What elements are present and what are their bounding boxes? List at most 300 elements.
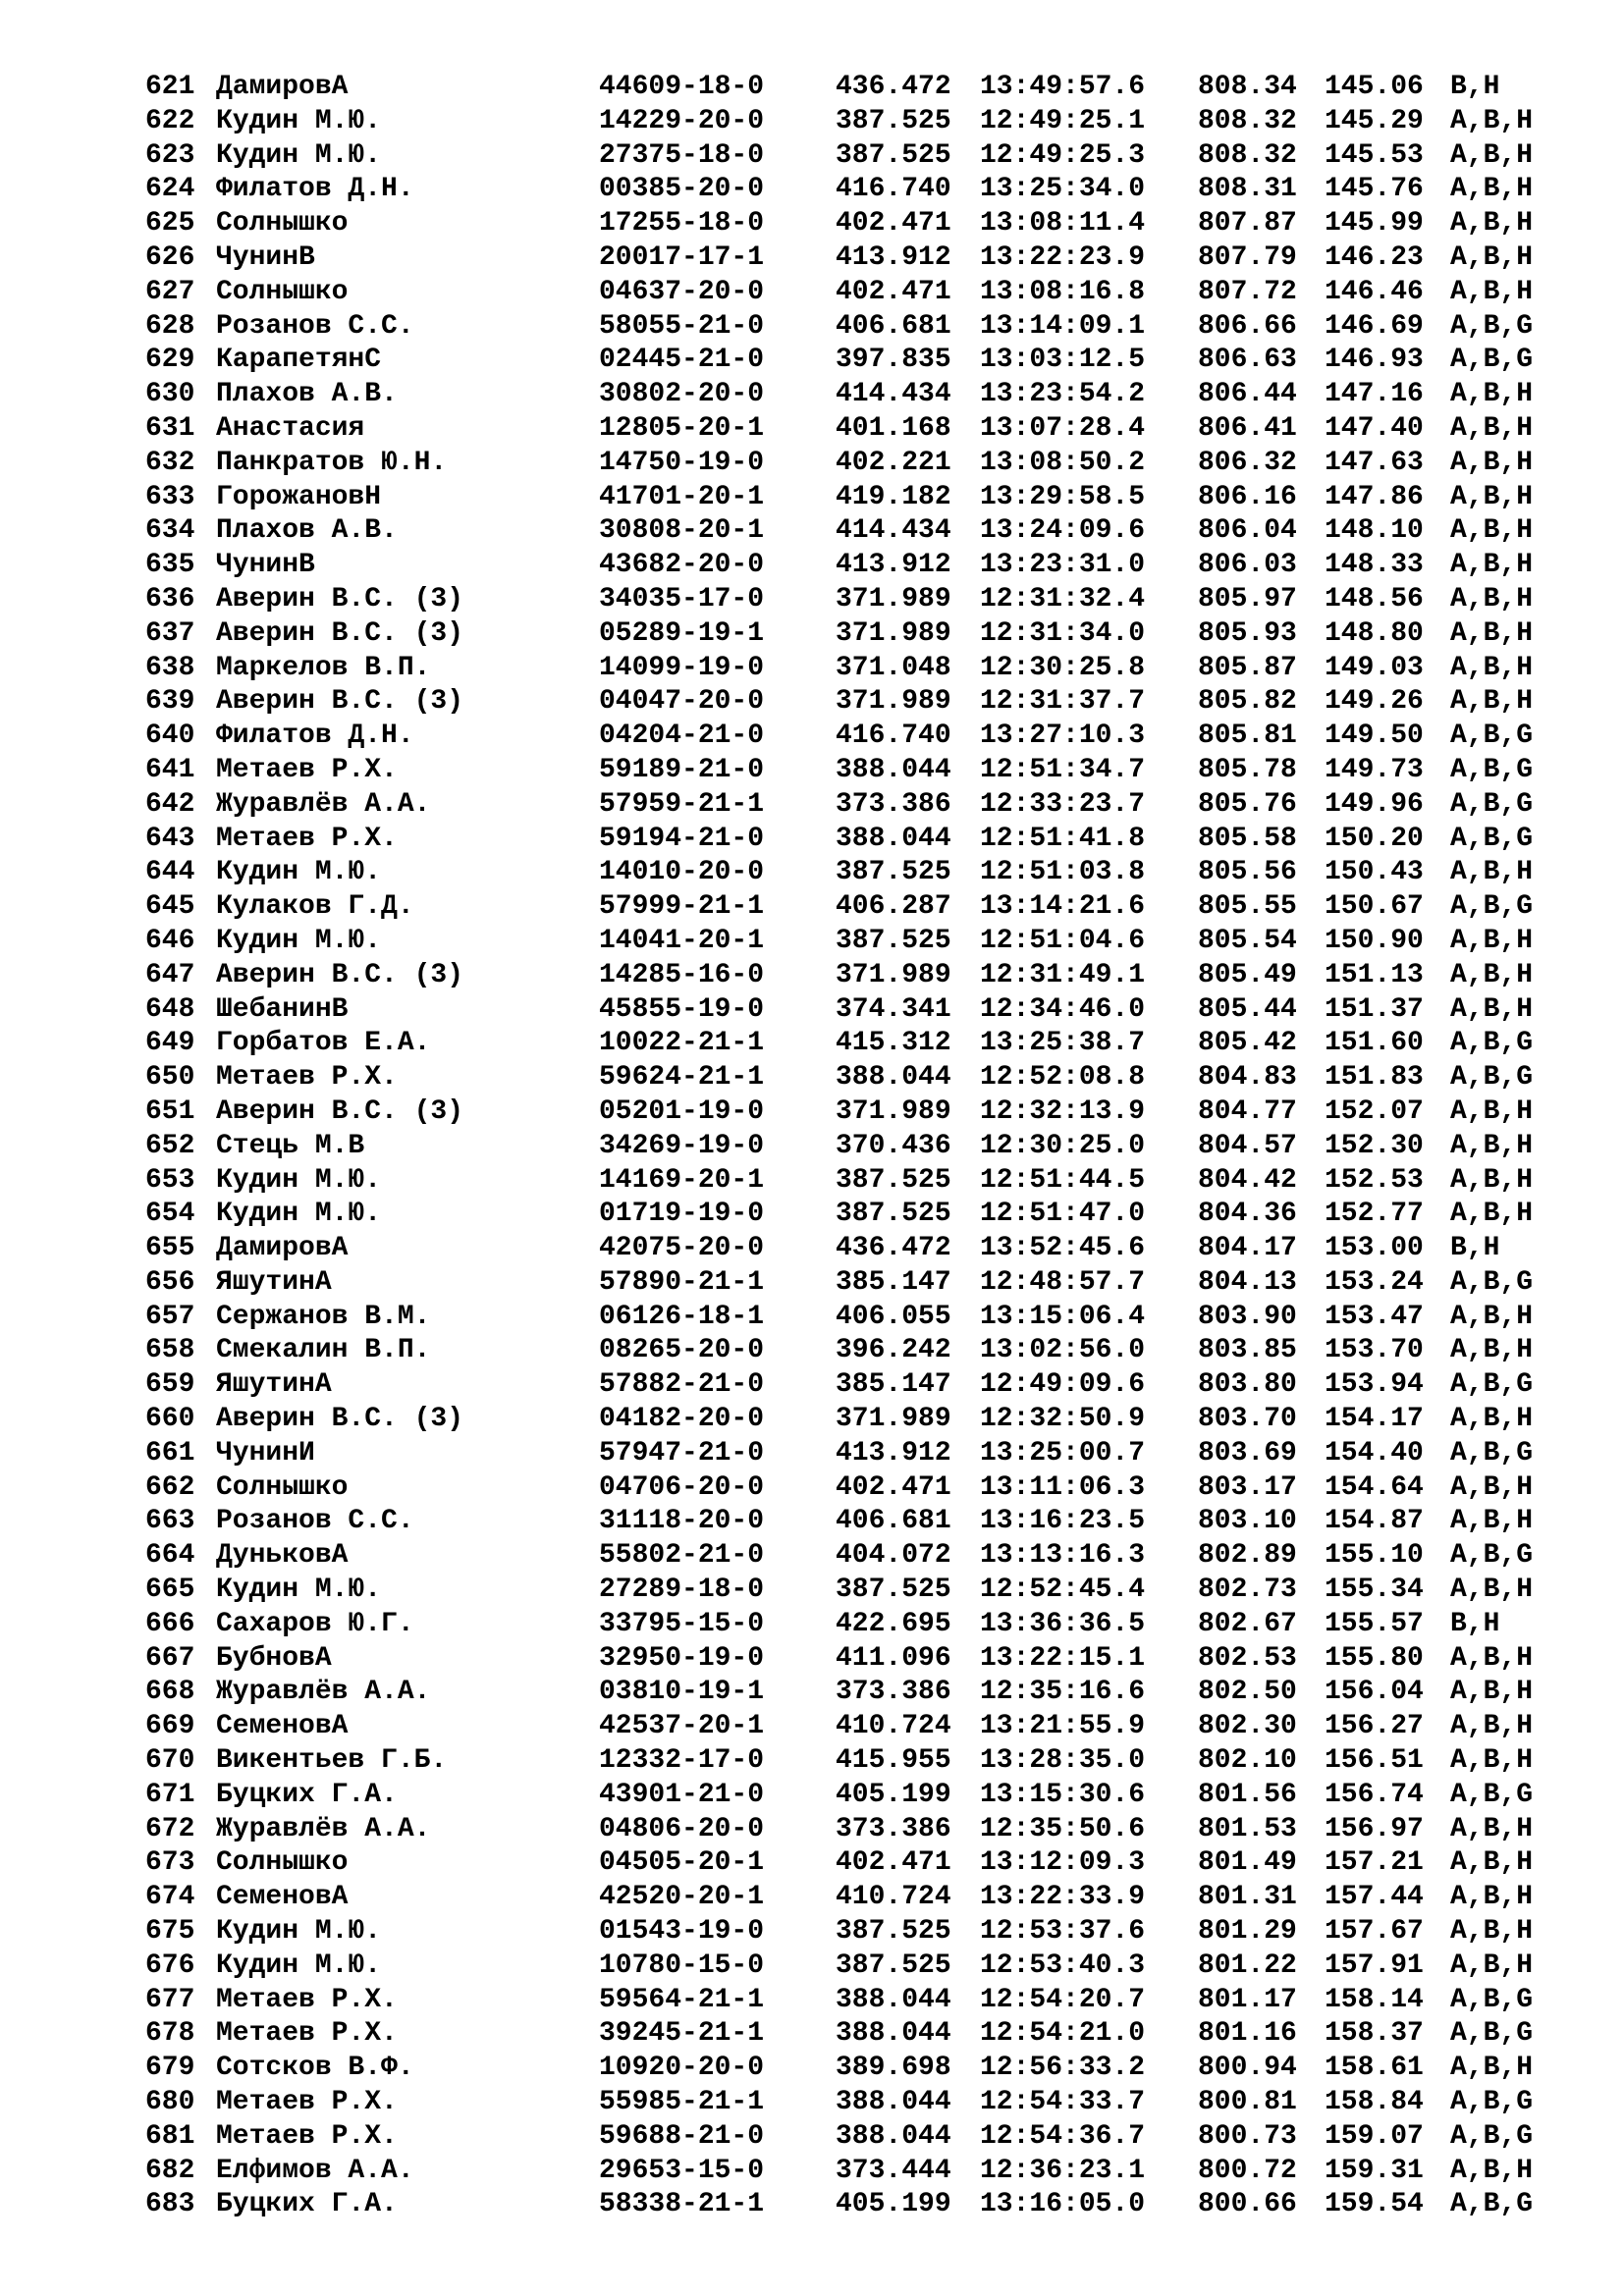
arrival-time: 13:02:56.0 [980, 1335, 1146, 1366]
fancier-name: Сотсков В.Ф. [216, 2053, 414, 2084]
ring-number: 04706-20-0 [599, 1471, 765, 1503]
result-row [0, 1710, 1624, 1744]
ring-number: 59688-21-0 [599, 2120, 765, 2152]
result-row [0, 1574, 1624, 1608]
distance-value: 405.199 [836, 2189, 951, 2220]
distance-value: 406.681 [836, 310, 951, 342]
speed-value: 800.66 [1198, 2189, 1297, 2220]
fancier-name: Аверин В.С. (3) [216, 959, 464, 990]
result-row [0, 207, 1624, 241]
distance-value: 422.695 [836, 1608, 951, 1639]
place-number: 674 [145, 1882, 195, 1913]
ring-number: 10780-15-0 [599, 1949, 765, 1981]
fancier-name: Метаев Р.Х. [216, 1984, 398, 2015]
distance-value: 396.242 [836, 1335, 951, 1366]
place-number: 627 [145, 276, 195, 307]
result-row [0, 1368, 1624, 1403]
ring-number: 44609-18-0 [599, 72, 765, 102]
place-number: 656 [145, 1266, 195, 1298]
speed-value: 804.83 [1198, 1062, 1297, 1094]
result-row [0, 549, 1624, 583]
result-row [0, 1915, 1624, 1949]
arrival-time: 13:22:23.9 [980, 241, 1146, 273]
coefficient-value: 158.61 [1325, 2053, 1424, 2084]
arrival-time: 12:35:16.6 [980, 1677, 1146, 1708]
fancier-name: Кудин М.Ю. [216, 1199, 382, 1230]
coefficient-value: 157.21 [1325, 1847, 1424, 1879]
distance-value: 388.044 [836, 2018, 951, 2050]
speed-value: 804.57 [1198, 1130, 1297, 1161]
coefficient-value: 154.17 [1325, 1404, 1424, 1435]
fancier-name: ДамировА [216, 72, 349, 102]
result-row [0, 412, 1624, 447]
distance-value: 387.525 [836, 857, 951, 888]
place-number: 677 [145, 1984, 195, 2015]
fancier-name: Метаев Р.Х. [216, 2087, 398, 2118]
result-row [0, 2155, 1624, 2189]
fancier-name: Кудин М.Ю. [216, 1916, 382, 1948]
coefficient-value: 147.86 [1325, 481, 1424, 512]
coefficient-value: 149.03 [1325, 652, 1424, 683]
coefficient-value: 154.64 [1325, 1471, 1424, 1503]
distance-value: 401.168 [836, 412, 951, 444]
distance-value: 413.912 [836, 550, 951, 581]
speed-value: 805.42 [1198, 1028, 1297, 1059]
class-codes: A,B,H [1450, 686, 1534, 718]
distance-value: 414.434 [836, 515, 951, 547]
class-codes: A,B,H [1450, 1095, 1534, 1127]
ring-number: 57959-21-1 [599, 788, 765, 820]
result-row [0, 583, 1624, 617]
distance-value: 419.182 [836, 481, 951, 512]
result-row [0, 1164, 1624, 1199]
arrival-time: 12:34:46.0 [980, 993, 1146, 1025]
speed-value: 808.34 [1198, 72, 1297, 102]
ring-number: 58055-21-0 [599, 310, 765, 342]
arrival-time: 12:33:23.7 [980, 788, 1146, 820]
distance-value: 415.955 [836, 1745, 951, 1777]
distance-value: 415.312 [836, 1028, 951, 1059]
arrival-time: 13:22:15.1 [980, 1642, 1146, 1674]
ring-number: 00385-20-0 [599, 174, 765, 205]
place-number: 673 [145, 1847, 195, 1879]
class-codes: A,B,H [1450, 174, 1534, 205]
class-codes: A,B,H [1450, 1813, 1534, 1844]
ring-number: 45855-19-0 [599, 993, 765, 1025]
distance-value: 410.724 [836, 1711, 951, 1742]
fancier-name: КарапетянС [216, 345, 382, 376]
speed-value: 803.70 [1198, 1404, 1297, 1435]
class-codes: A,B,H [1450, 1882, 1534, 1913]
speed-value: 801.22 [1198, 1949, 1297, 1981]
result-row [0, 925, 1624, 959]
speed-value: 800.81 [1198, 2087, 1297, 2118]
fancier-name: Аверин В.С. (3) [216, 686, 464, 718]
place-number: 647 [145, 959, 195, 990]
place-number: 655 [145, 1233, 195, 1264]
arrival-time: 12:51:34.7 [980, 754, 1146, 785]
coefficient-value: 152.07 [1325, 1095, 1424, 1127]
place-number: 638 [145, 652, 195, 683]
result-row [0, 1608, 1624, 1642]
result-row [0, 310, 1624, 345]
distance-value: 389.698 [836, 2053, 951, 2084]
arrival-time: 13:28:35.0 [980, 1745, 1146, 1777]
coefficient-value: 152.77 [1325, 1199, 1424, 1230]
coefficient-value: 148.80 [1325, 617, 1424, 649]
class-codes: A,B,H [1450, 379, 1534, 410]
speed-value: 800.94 [1198, 2053, 1297, 2084]
result-row [0, 1334, 1624, 1368]
arrival-time: 12:53:37.6 [980, 1916, 1146, 1948]
place-number: 629 [145, 345, 195, 376]
distance-value: 373.444 [836, 2155, 951, 2186]
distance-value: 416.740 [836, 174, 951, 205]
arrival-time: 12:31:32.4 [980, 583, 1146, 614]
arrival-time: 12:31:34.0 [980, 617, 1146, 649]
ring-number: 30802-20-0 [599, 379, 765, 410]
result-row [0, 1027, 1624, 1061]
coefficient-value: 147.63 [1325, 447, 1424, 478]
distance-value: 410.724 [836, 1882, 951, 1913]
fancier-name: Аверин В.С. (3) [216, 1404, 464, 1435]
place-number: 640 [145, 721, 195, 752]
place-number: 651 [145, 1095, 195, 1127]
speed-value: 805.97 [1198, 583, 1297, 614]
arrival-time: 13:27:10.3 [980, 721, 1146, 752]
distance-value: 371.989 [836, 1095, 951, 1127]
speed-value: 803.69 [1198, 1437, 1297, 1468]
distance-value: 402.471 [836, 1847, 951, 1879]
place-number: 662 [145, 1471, 195, 1503]
distance-value: 385.147 [836, 1266, 951, 1298]
arrival-time: 12:35:50.6 [980, 1813, 1146, 1844]
distance-value: 387.525 [836, 925, 951, 956]
fancier-name: Розанов С.С. [216, 310, 414, 342]
result-row [0, 173, 1624, 207]
coefficient-value: 153.00 [1325, 1233, 1424, 1264]
result-row [0, 652, 1624, 686]
class-codes: A,B,H [1450, 617, 1534, 649]
speed-value: 801.31 [1198, 1882, 1297, 1913]
result-row [0, 1779, 1624, 1813]
place-number: 669 [145, 1711, 195, 1742]
ring-number: 14750-19-0 [599, 447, 765, 478]
result-row [0, 788, 1624, 823]
class-codes: A,B,G [1450, 2189, 1534, 2220]
speed-value: 805.54 [1198, 925, 1297, 956]
ring-number: 17255-18-0 [599, 208, 765, 240]
ring-number: 14285-16-0 [599, 959, 765, 990]
arrival-time: 12:51:47.0 [980, 1199, 1146, 1230]
fancier-name: Аверин В.С. (3) [216, 583, 464, 614]
class-codes: A,B,H [1450, 1916, 1534, 1948]
arrival-time: 12:54:20.7 [980, 1984, 1146, 2015]
place-number: 637 [145, 617, 195, 649]
result-row [0, 1539, 1624, 1574]
ring-number: 04204-21-0 [599, 721, 765, 752]
fancier-name: ЧунинИ [216, 1437, 315, 1468]
place-number: 667 [145, 1642, 195, 1674]
coefficient-value: 154.87 [1325, 1506, 1424, 1537]
class-codes: A,B,H [1450, 1301, 1534, 1332]
result-row [0, 2188, 1624, 2222]
arrival-time: 13:14:21.6 [980, 891, 1146, 923]
distance-value: 387.525 [836, 105, 951, 136]
coefficient-value: 150.43 [1325, 857, 1424, 888]
class-codes: A,B,G [1450, 1779, 1534, 1810]
ring-number: 33795-15-0 [599, 1608, 765, 1639]
ring-number: 55985-21-1 [599, 2087, 765, 2118]
speed-value: 801.53 [1198, 1813, 1297, 1844]
speed-value: 805.78 [1198, 754, 1297, 785]
fancier-name: Журавлёв А.А. [216, 1813, 431, 1844]
class-codes: A,B,H [1450, 276, 1534, 307]
result-row [0, 344, 1624, 378]
coefficient-value: 159.31 [1325, 2155, 1424, 2186]
class-codes: A,B,G [1450, 1984, 1534, 2015]
result-row [0, 1471, 1624, 1506]
class-codes: A,B,G [1450, 788, 1534, 820]
arrival-time: 12:51:04.6 [980, 925, 1146, 956]
class-codes: A,B,H [1450, 550, 1534, 581]
arrival-time: 12:52:45.4 [980, 1575, 1146, 1606]
class-codes: A,B,H [1450, 1471, 1534, 1503]
distance-value: 402.471 [836, 1471, 951, 1503]
fancier-name: Панкратов Ю.Н. [216, 447, 448, 478]
distance-value: 387.525 [836, 1916, 951, 1948]
result-row [0, 754, 1624, 788]
place-number: 634 [145, 515, 195, 547]
speed-value: 804.17 [1198, 1233, 1297, 1264]
speed-value: 803.17 [1198, 1471, 1297, 1503]
ring-number: 05289-19-1 [599, 617, 765, 649]
fancier-name: Кудин М.Ю. [216, 1949, 382, 1981]
distance-value: 374.341 [836, 993, 951, 1025]
ring-number: 59194-21-0 [599, 823, 765, 854]
place-number: 660 [145, 1404, 195, 1435]
class-codes: A,B,H [1450, 1711, 1534, 1742]
place-number: 646 [145, 925, 195, 956]
result-row [0, 1505, 1624, 1539]
distance-value: 387.525 [836, 1164, 951, 1196]
fancier-name: Сахаров Ю.Г. [216, 1608, 414, 1639]
arrival-time: 13:25:00.7 [980, 1437, 1146, 1468]
speed-value: 802.10 [1198, 1745, 1297, 1777]
speed-value: 805.49 [1198, 959, 1297, 990]
result-row [0, 823, 1624, 857]
result-row [0, 378, 1624, 412]
fancier-name: БубновА [216, 1642, 332, 1674]
arrival-time: 13:07:28.4 [980, 412, 1146, 444]
fancier-name: Стець М.В [216, 1130, 365, 1161]
distance-value: 387.525 [836, 1575, 951, 1606]
distance-value: 413.912 [836, 241, 951, 273]
place-number: 648 [145, 993, 195, 1025]
fancier-name: Маркелов В.П. [216, 652, 431, 683]
place-number: 642 [145, 788, 195, 820]
place-number: 679 [145, 2053, 195, 2084]
ring-number: 14229-20-0 [599, 105, 765, 136]
fancier-name: Кудин М.Ю. [216, 925, 382, 956]
result-row [0, 1266, 1624, 1301]
place-number: 626 [145, 241, 195, 273]
class-codes: A,B,H [1450, 1130, 1534, 1161]
speed-value: 805.81 [1198, 721, 1297, 752]
result-row [0, 1403, 1624, 1437]
fancier-name: Филатов Д.Н. [216, 174, 414, 205]
class-codes: A,B,H [1450, 1506, 1534, 1537]
place-number: 652 [145, 1130, 195, 1161]
class-codes: A,B,G [1450, 1540, 1534, 1572]
result-row [0, 1744, 1624, 1779]
place-number: 670 [145, 1745, 195, 1777]
place-number: 649 [145, 1028, 195, 1059]
fancier-name: ЯшутинА [216, 1369, 332, 1401]
class-codes: A,B,G [1450, 2120, 1534, 2152]
place-number: 643 [145, 823, 195, 854]
result-row [0, 105, 1624, 139]
coefficient-value: 151.60 [1325, 1028, 1424, 1059]
ring-number: 27375-18-0 [599, 139, 765, 171]
coefficient-value: 159.54 [1325, 2189, 1424, 2220]
coefficient-value: 145.53 [1325, 139, 1424, 171]
result-row [0, 890, 1624, 925]
results-list [0, 71, 1624, 2222]
arrival-time: 13:14:09.1 [980, 310, 1146, 342]
class-codes: A,B,H [1450, 1677, 1534, 1708]
coefficient-value: 151.83 [1325, 1062, 1424, 1094]
fancier-name: Викентьев Г.Б. [216, 1745, 448, 1777]
coefficient-value: 158.84 [1325, 2087, 1424, 2118]
fancier-name: Анастасия [216, 412, 365, 444]
arrival-time: 12:52:08.8 [980, 1062, 1146, 1094]
coefficient-value: 155.80 [1325, 1642, 1424, 1674]
coefficient-value: 146.23 [1325, 241, 1424, 273]
fancier-name: Метаев Р.Х. [216, 823, 398, 854]
speed-value: 805.87 [1198, 652, 1297, 683]
class-codes: A,B,H [1450, 1575, 1534, 1606]
class-codes: A,B,H [1450, 1199, 1534, 1230]
fancier-name: Метаев Р.Х. [216, 1062, 398, 1094]
coefficient-value: 152.30 [1325, 1130, 1424, 1161]
speed-value: 806.04 [1198, 515, 1297, 547]
distance-value: 402.471 [836, 276, 951, 307]
distance-value: 406.681 [836, 1506, 951, 1537]
result-row [0, 1949, 1624, 1984]
arrival-time: 13:52:45.6 [980, 1233, 1146, 1264]
ring-number: 57999-21-1 [599, 891, 765, 923]
ring-number: 27289-18-0 [599, 1575, 765, 1606]
class-codes: A,B,G [1450, 754, 1534, 785]
coefficient-value: 145.99 [1325, 208, 1424, 240]
ring-number: 32950-19-0 [599, 1642, 765, 1674]
class-codes: A,B,G [1450, 1369, 1534, 1401]
arrival-time: 13:08:11.4 [980, 208, 1146, 240]
fancier-name: Плахов А.В. [216, 379, 398, 410]
coefficient-value: 155.34 [1325, 1575, 1424, 1606]
speed-value: 806.03 [1198, 550, 1297, 581]
class-codes: A,B,H [1450, 583, 1534, 614]
result-row [0, 2086, 1624, 2120]
class-codes: B,H [1450, 1608, 1500, 1639]
ring-number: 02445-21-0 [599, 345, 765, 376]
class-codes: A,B,G [1450, 1028, 1534, 1059]
coefficient-value: 153.94 [1325, 1369, 1424, 1401]
fancier-name: СеменовА [216, 1882, 349, 1913]
coefficient-value: 148.10 [1325, 515, 1424, 547]
result-row [0, 1198, 1624, 1232]
result-row [0, 1642, 1624, 1677]
fancier-name: ЧунинВ [216, 550, 315, 581]
class-codes: A,B,H [1450, 1745, 1534, 1777]
coefficient-value: 158.37 [1325, 2018, 1424, 2050]
speed-value: 808.31 [1198, 174, 1297, 205]
result-row [0, 1095, 1624, 1130]
arrival-time: 12:30:25.8 [980, 652, 1146, 683]
distance-value: 373.386 [836, 788, 951, 820]
ring-number: 14041-20-1 [599, 925, 765, 956]
fancier-name: Сержанов В.М. [216, 1301, 431, 1332]
arrival-time: 13:12:09.3 [980, 1847, 1146, 1879]
ring-number: 20017-17-1 [599, 241, 765, 273]
speed-value: 805.55 [1198, 891, 1297, 923]
place-number: 682 [145, 2155, 195, 2186]
speed-value: 803.90 [1198, 1301, 1297, 1332]
class-codes: A,B,H [1450, 515, 1534, 547]
ring-number: 39245-21-1 [599, 2018, 765, 2050]
fancier-name: Горбатов Е.А. [216, 1028, 431, 1059]
class-codes: A,B,H [1450, 481, 1534, 512]
place-number: 635 [145, 550, 195, 581]
fancier-name: Кудин М.Ю. [216, 105, 382, 136]
place-number: 632 [145, 447, 195, 478]
distance-value: 402.471 [836, 208, 951, 240]
place-number: 644 [145, 857, 195, 888]
distance-value: 387.525 [836, 139, 951, 171]
distance-value: 388.044 [836, 2087, 951, 2118]
ring-number: 06126-18-1 [599, 1301, 765, 1332]
arrival-time: 13:23:31.0 [980, 550, 1146, 581]
result-row [0, 1301, 1624, 1335]
arrival-time: 13:36:36.5 [980, 1608, 1146, 1639]
fancier-name: ДуньковА [216, 1540, 349, 1572]
place-number: 624 [145, 174, 195, 205]
result-row [0, 1437, 1624, 1471]
result-row [0, 2120, 1624, 2155]
fancier-name: Аверин В.С. (3) [216, 1095, 464, 1127]
speed-value: 807.87 [1198, 208, 1297, 240]
arrival-time: 13:16:05.0 [980, 2189, 1146, 2220]
arrival-time: 13:24:09.6 [980, 515, 1146, 547]
coefficient-value: 157.67 [1325, 1916, 1424, 1948]
ring-number: 10920-20-0 [599, 2053, 765, 2084]
result-row [0, 856, 1624, 890]
place-number: 657 [145, 1301, 195, 1332]
ring-number: 14010-20-0 [599, 857, 765, 888]
ring-number: 57882-21-0 [599, 1369, 765, 1401]
place-number: 671 [145, 1779, 195, 1810]
fancier-name: ДамировА [216, 1233, 349, 1264]
fancier-name: Розанов С.С. [216, 1506, 414, 1537]
arrival-time: 13:23:54.2 [980, 379, 1146, 410]
distance-value: 388.044 [836, 1062, 951, 1094]
distance-value: 385.147 [836, 1369, 951, 1401]
fancier-name: Кудин М.Ю. [216, 1575, 382, 1606]
speed-value: 808.32 [1198, 139, 1297, 171]
result-row [0, 2052, 1624, 2086]
speed-value: 806.32 [1198, 447, 1297, 478]
